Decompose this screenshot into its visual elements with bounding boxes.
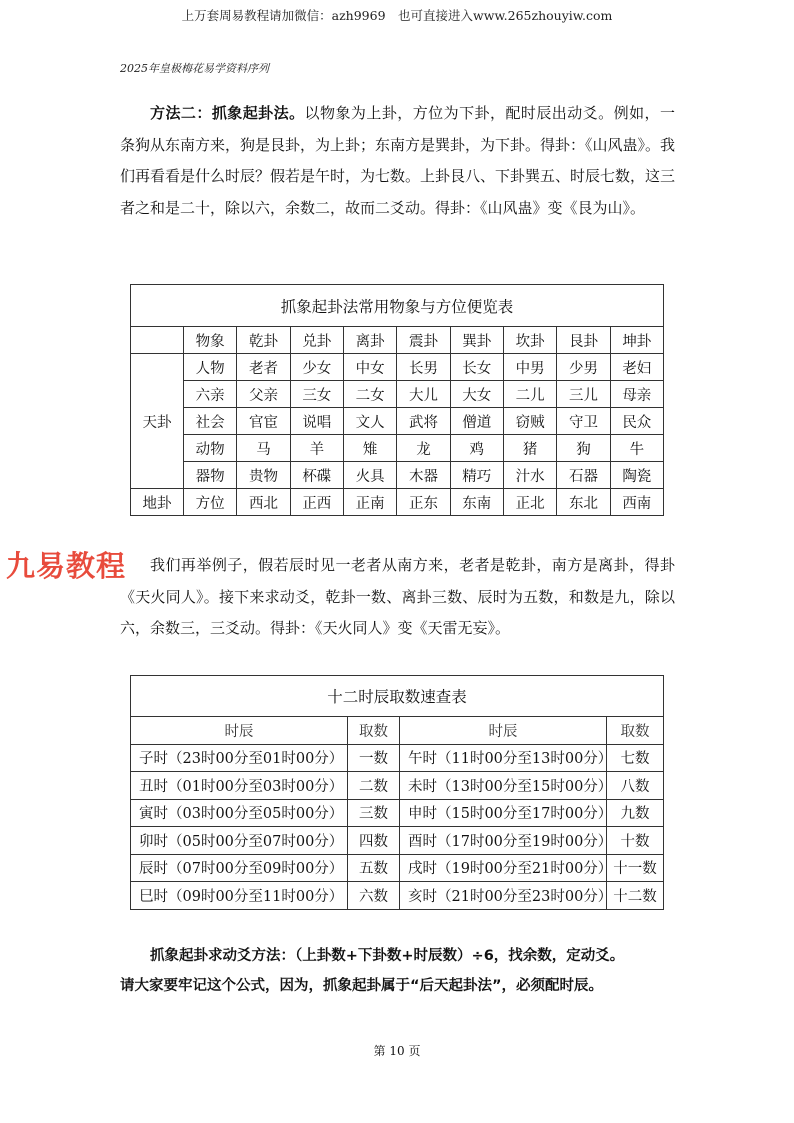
header-ad-text: 上万套周易教程请加微信：azh9969 也可直接进入www.265zhouyiw.com: [181, 8, 613, 23]
table-cell: 猪: [503, 435, 556, 462]
table-cell: 五数: [348, 854, 400, 882]
method-two-paragraph: [120, 98, 675, 224]
table1-header-row: [131, 327, 664, 354]
table-row: [131, 489, 664, 516]
table-cell: 牛: [610, 435, 663, 462]
table1-header-cell: 离卦: [343, 327, 396, 354]
table1-group-lower: 地卦: [131, 489, 184, 516]
table-row: [131, 827, 664, 855]
example-paragraph: 我们再举例子，假若辰时见一老者从南方来，老者是乾卦，南方是离卦，得卦《天火同人》。接下来求动爻，乾卦一数、离卦三数、辰时为五数，和数是九，除以六，余数三，三爻动。得卦：《天火同人》变《天雷无妄》。: [120, 556, 675, 637]
table-cell: 酉时（17时00分至19时00分）: [400, 827, 607, 855]
page-number: 第 10 页: [373, 1044, 421, 1058]
table-cell: 父亲: [237, 381, 290, 408]
table-row: [131, 381, 664, 408]
table-cell: 寅时（03时00分至05时00分）: [131, 799, 348, 827]
table-cell: 正东: [397, 489, 450, 516]
table1-header-cell: 坎卦: [503, 327, 556, 354]
table2-header-row: [131, 717, 664, 745]
table-cell: 四数: [348, 827, 400, 855]
table-cell: 十一数: [607, 854, 664, 882]
table-cell: 正南: [343, 489, 396, 516]
table-cell: 中男: [503, 354, 556, 381]
table-cell: 西南: [610, 489, 663, 516]
table-cell: 木器: [397, 462, 450, 489]
table-cell: 九数: [607, 799, 664, 827]
table-cell: 石器: [557, 462, 610, 489]
table-cell: 十二数: [607, 882, 664, 910]
table-cell: 守卫: [557, 408, 610, 435]
table1-header-cell: 震卦: [397, 327, 450, 354]
table-cell: 陶瓷: [610, 462, 663, 489]
table-row: [131, 435, 664, 462]
table-cell: 官宦: [237, 408, 290, 435]
table-cell: 三数: [348, 799, 400, 827]
table-cell: 未时（13时00分至15时00分）: [400, 772, 607, 800]
table1-header-cell: 巽卦: [450, 327, 503, 354]
table-cell: 动物: [184, 435, 237, 462]
table-cell: 三儿: [557, 381, 610, 408]
table-row: [131, 772, 664, 800]
table1-header-cell: 兑卦: [290, 327, 343, 354]
table-cell: 午时（11时00分至13时00分）: [400, 744, 607, 772]
table-cell: 长男: [397, 354, 450, 381]
table-cell: 说唱: [290, 408, 343, 435]
table-cell: 二数: [348, 772, 400, 800]
table-cell: 一数: [348, 744, 400, 772]
table-cell: 卯时（05时00分至07时00分）: [131, 827, 348, 855]
table1-header-cell: 艮卦: [557, 327, 610, 354]
table-cell: 戌时（19时00分至21时00分）: [400, 854, 607, 882]
table-cell: 八数: [607, 772, 664, 800]
table-cell: 窃贼: [503, 408, 556, 435]
series-title: 2025年皇极梅花易学资料序列: [120, 62, 269, 75]
table-cell: 母亲: [610, 381, 663, 408]
brand-watermark: 九易教程: [6, 549, 127, 583]
table-cell: 亥时（21时00分至23时00分）: [400, 882, 607, 910]
hour-number-table: [130, 675, 664, 910]
formula-line-2: 请大家要牢记这个公式，因为，抓象起卦属于“后天起卦法”，必须配时辰。: [120, 978, 604, 994]
table-cell: 长女: [450, 354, 503, 381]
table-cell: 龙: [397, 435, 450, 462]
table-cell: 文人: [343, 408, 396, 435]
table-cell: 精巧: [450, 462, 503, 489]
table1-header-cell: 坤卦: [610, 327, 663, 354]
table-cell: 马: [237, 435, 290, 462]
table-cell: 子时（23时00分至01时00分）: [131, 744, 348, 772]
table-cell: 武将: [397, 408, 450, 435]
table-cell: 贵物: [237, 462, 290, 489]
table-row: [131, 462, 664, 489]
object-direction-table: [130, 284, 664, 516]
table-row: [131, 744, 664, 772]
table-row: [131, 882, 664, 910]
table-cell: 人物: [184, 354, 237, 381]
table-cell: 大女: [450, 381, 503, 408]
table-cell: 正北: [503, 489, 556, 516]
table-cell: 申时（15时00分至17时00分）: [400, 799, 607, 827]
table-cell: 杯碟: [290, 462, 343, 489]
table2-title: 十二时辰取数速查表: [131, 676, 664, 717]
table-cell: 大儿: [397, 381, 450, 408]
table-cell: 七数: [607, 744, 664, 772]
table-cell: 西北: [237, 489, 290, 516]
table2-header-cell: 时辰: [400, 717, 607, 745]
table-row: [131, 854, 664, 882]
table-cell: 民众: [610, 408, 663, 435]
table-cell: 社会: [184, 408, 237, 435]
table-row: [131, 354, 664, 381]
table-cell: 僧道: [450, 408, 503, 435]
formula-line-1: 抓象起卦求动爻方法：（上卦数+下卦数+时辰数）÷6，找余数，定动爻。: [150, 948, 625, 964]
table-cell: 正西: [290, 489, 343, 516]
table-cell: 火具: [343, 462, 396, 489]
method-two-heading: 方法二：抓象起卦法。: [150, 104, 305, 122]
table-cell: 二女: [343, 381, 396, 408]
table-cell: 鸡: [450, 435, 503, 462]
table1-group-upper: 天卦: [131, 354, 184, 489]
table-cell: 六数: [348, 882, 400, 910]
table-cell: 二儿: [503, 381, 556, 408]
table-cell: 少男: [557, 354, 610, 381]
table-cell: 东南: [450, 489, 503, 516]
table-cell: 器物: [184, 462, 237, 489]
table-cell: 羊: [290, 435, 343, 462]
table2-header-cell: 取数: [348, 717, 400, 745]
table1-header-cell: 物象: [184, 327, 237, 354]
table2-header-cell: 取数: [607, 717, 664, 745]
formula-block: [120, 941, 680, 1001]
table-cell: 三女: [290, 381, 343, 408]
table-cell: 丑时（01时00分至03时00分）: [131, 772, 348, 800]
table-row: [131, 799, 664, 827]
table1-corner-cell: [131, 327, 184, 354]
table-cell: 方位: [184, 489, 237, 516]
table-cell: 狗: [557, 435, 610, 462]
table-cell: 汁水: [503, 462, 556, 489]
table-cell: 老妇: [610, 354, 663, 381]
table-cell: 六亲: [184, 381, 237, 408]
table1-header-cell: 乾卦: [237, 327, 290, 354]
table-row: [131, 408, 664, 435]
table-cell: 辰时（07时00分至09时00分）: [131, 854, 348, 882]
table-cell: 老者: [237, 354, 290, 381]
table2-header-cell: 时辰: [131, 717, 348, 745]
table-cell: 中女: [343, 354, 396, 381]
table-cell: 少女: [290, 354, 343, 381]
table-cell: 十数: [607, 827, 664, 855]
method-two-body: 以物象为上卦，方位为下卦，配时辰出动爻。例如，一条狗从东南方来，狗是艮卦，为上卦；东南方是巽卦，为下卦。得卦：《山风蛊》。我们再看看是什么时辰？假若是午时，为七数。上卦艮八、下卦巽五、时辰七数，这三者之和是二十，除以六，余数二，故而二爻动。得卦：《山风蛊》变《艮为山》。: [120, 104, 676, 217]
table-cell: 雉: [343, 435, 396, 462]
table-cell: 巳时（09时00分至11时00分）: [131, 882, 348, 910]
table-cell: 东北: [557, 489, 610, 516]
table1-title: 抓象起卦法常用物象与方位便览表: [131, 285, 664, 327]
